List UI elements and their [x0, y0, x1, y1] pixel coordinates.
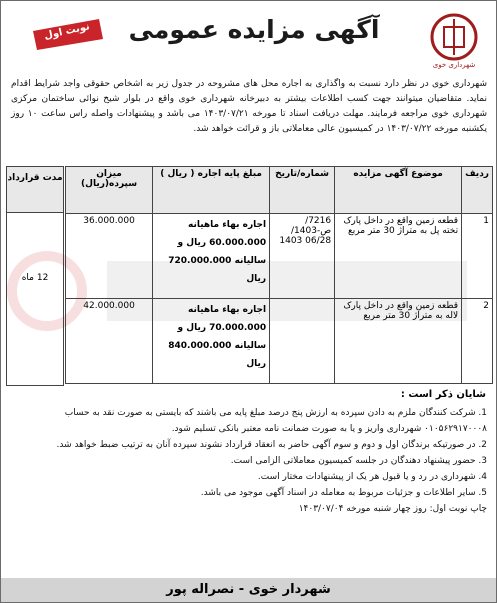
row-number: 2: [462, 299, 493, 384]
row-subject: قطعه زمین واقع در داخل پارک لاله به متراژ 30 متر مربع: [335, 299, 462, 384]
duration-value: 12 ماه: [21, 273, 49, 283]
col-subject: موضوع آگهی مزایده: [335, 167, 462, 214]
duration-column: [6, 166, 64, 386]
municipality-logo-icon: [426, 11, 482, 67]
row-deposit: 36.000.000: [66, 214, 153, 299]
row-number-date: 7216/ص-1403/ 06/28 1403: [270, 214, 335, 299]
footer-signature: شهردار خوی - نصراله پور: [1, 578, 496, 602]
note-item: 3. حضور پیشنهاد دهندگان در جلسه کمیسیون معاملاتی الزامی است.: [230, 456, 487, 466]
page-title: آگهی مزایده عمومی: [128, 15, 380, 44]
table-row: [66, 299, 493, 384]
intro-paragraph: شهرداری خوی در نظر دارد نسبت به واگذاری به اجاره محل های مشروحه در جدول زیر به اشخاص حقوقی واجد شرایط اقدام نماید. متقاضیان میتوانند جهت کسب اطلاعات بیشتر به دبیرخانه شهرداری خوی واقع در بلوار شیخ نوائی ساختمان مرکزی شهرداری خوی مراجعه فرمایند. مهلت دریافت اسناد تا مورخه ۱۴۰۳/۰۷/۲۱ می باشد و پیشنهادات واصله راس ساعت ۱۰ روز یکشنبه مورخه ۱۴۰۳/۰۷/۲۲ در کمیسیون عالی معاملاتی باز و قرائت خواهد شد.: [11, 79, 487, 134]
logo-text: شهرداری خوی: [432, 61, 476, 69]
row-number: 1: [462, 214, 493, 299]
notes-title: شایان ذکر است :: [400, 389, 486, 400]
badge: [29, 17, 105, 51]
header: [7, 7, 492, 71]
row-base-rent: اجاره بهاء ماهیانه 70.000.000 ریال و سالیانه 840.000.000 ریال: [153, 299, 270, 384]
note-item: چاپ نوبت اول: روز چهار شنبه مورخه ۱۴۰۳/۰۷/۰۴: [298, 504, 487, 514]
row-deposit: 42.000.000: [66, 299, 153, 384]
note-item: 5. سایر اطلاعات و جزئیات مربوط به معامله در اسناد آگهی موجود می باشد.: [200, 488, 487, 498]
col-base-rent: مبلغ پایه اجاره ( ریال ): [153, 167, 270, 214]
col-number-date: شماره/تاریخ: [270, 167, 335, 214]
notes-list: [11, 405, 487, 517]
auction-table: [65, 166, 493, 384]
row-number-date: [270, 299, 335, 384]
note-item: 4. شهرداری در رد و یا قبول هر یک از پیشنهادات مختار است.: [257, 472, 487, 482]
row-subject: قطعه زمین واقع در داخل پارک تخته پل به متراژ 30 متر مربع: [335, 214, 462, 299]
row-base-rent: اجاره بهاء ماهیانه 60.000.000 ریال و سالیانه 720.000.000 ریال: [153, 214, 270, 299]
table-row: [66, 214, 493, 299]
duration-header: مدت قرارداد: [7, 167, 63, 213]
badge-text: نوبت اول: [43, 21, 91, 42]
col-deposit: میزان سپرده(ریال): [66, 167, 153, 214]
note-item: 2. در صورتیکه برندگان اول و دوم و سوم آگهی حاضر به انعقاد قرارداد نشوند سپرده آنان به ترتیب ضبط خواهد شد.: [56, 440, 487, 450]
col-row-number: ردیف: [462, 167, 493, 214]
note-item: 1. شرکت کنندگان ملزم به دادن سپرده به ارزش پنج درصد مبلغ پایه می باشند که بایستی به صورت نقد به حساب ۰۱۰۵۶۲۹۱۷۰۰۰۸ شهرداری واریز و یا به صورت ضمانت نامه معتبر بانکی تسلیم شود.: [64, 408, 487, 434]
